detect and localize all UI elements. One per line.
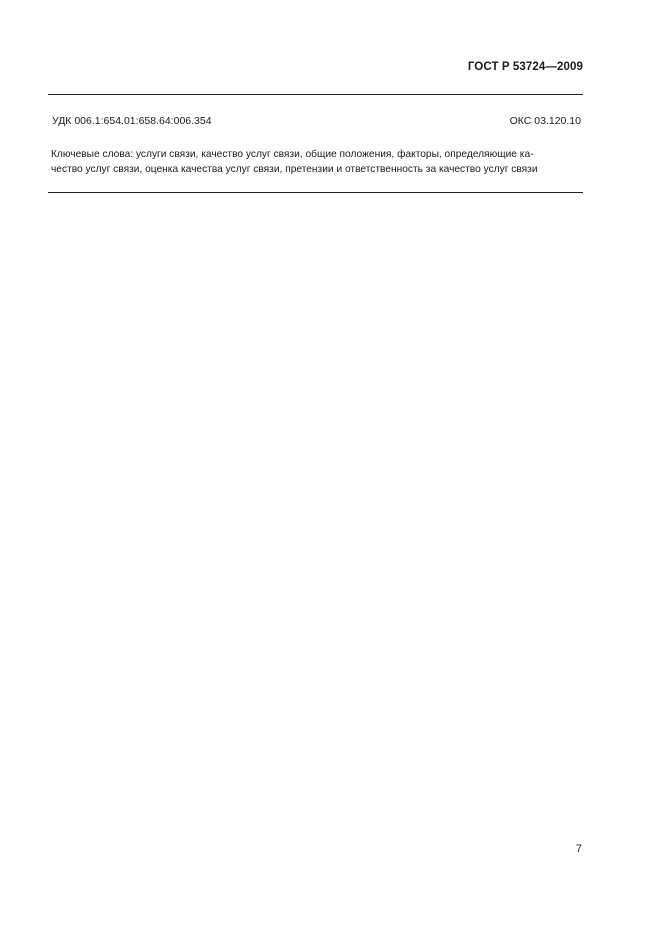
standard-code: ГОСТ Р 53724—2009 — [467, 61, 583, 73]
keywords-paragraph — [51, 148, 581, 177]
udk-code: УДК 006.1:654.01:658.64:006.354 — [52, 115, 212, 127]
bottom-divider — [48, 192, 583, 193]
keywords-line-1: Ключевые слова: услуги связи, качество услуг связи, общие положения, факторы, определяющие ка- — [51, 149, 534, 160]
page-number: 7 — [575, 843, 582, 855]
top-divider — [48, 94, 583, 95]
keywords-line-2: чество услуг связи, оценка качества услуг связи, претензии и ответственность за качество услуг связи — [51, 163, 538, 175]
oks-code: ОКС 03.120.10 — [509, 115, 581, 127]
